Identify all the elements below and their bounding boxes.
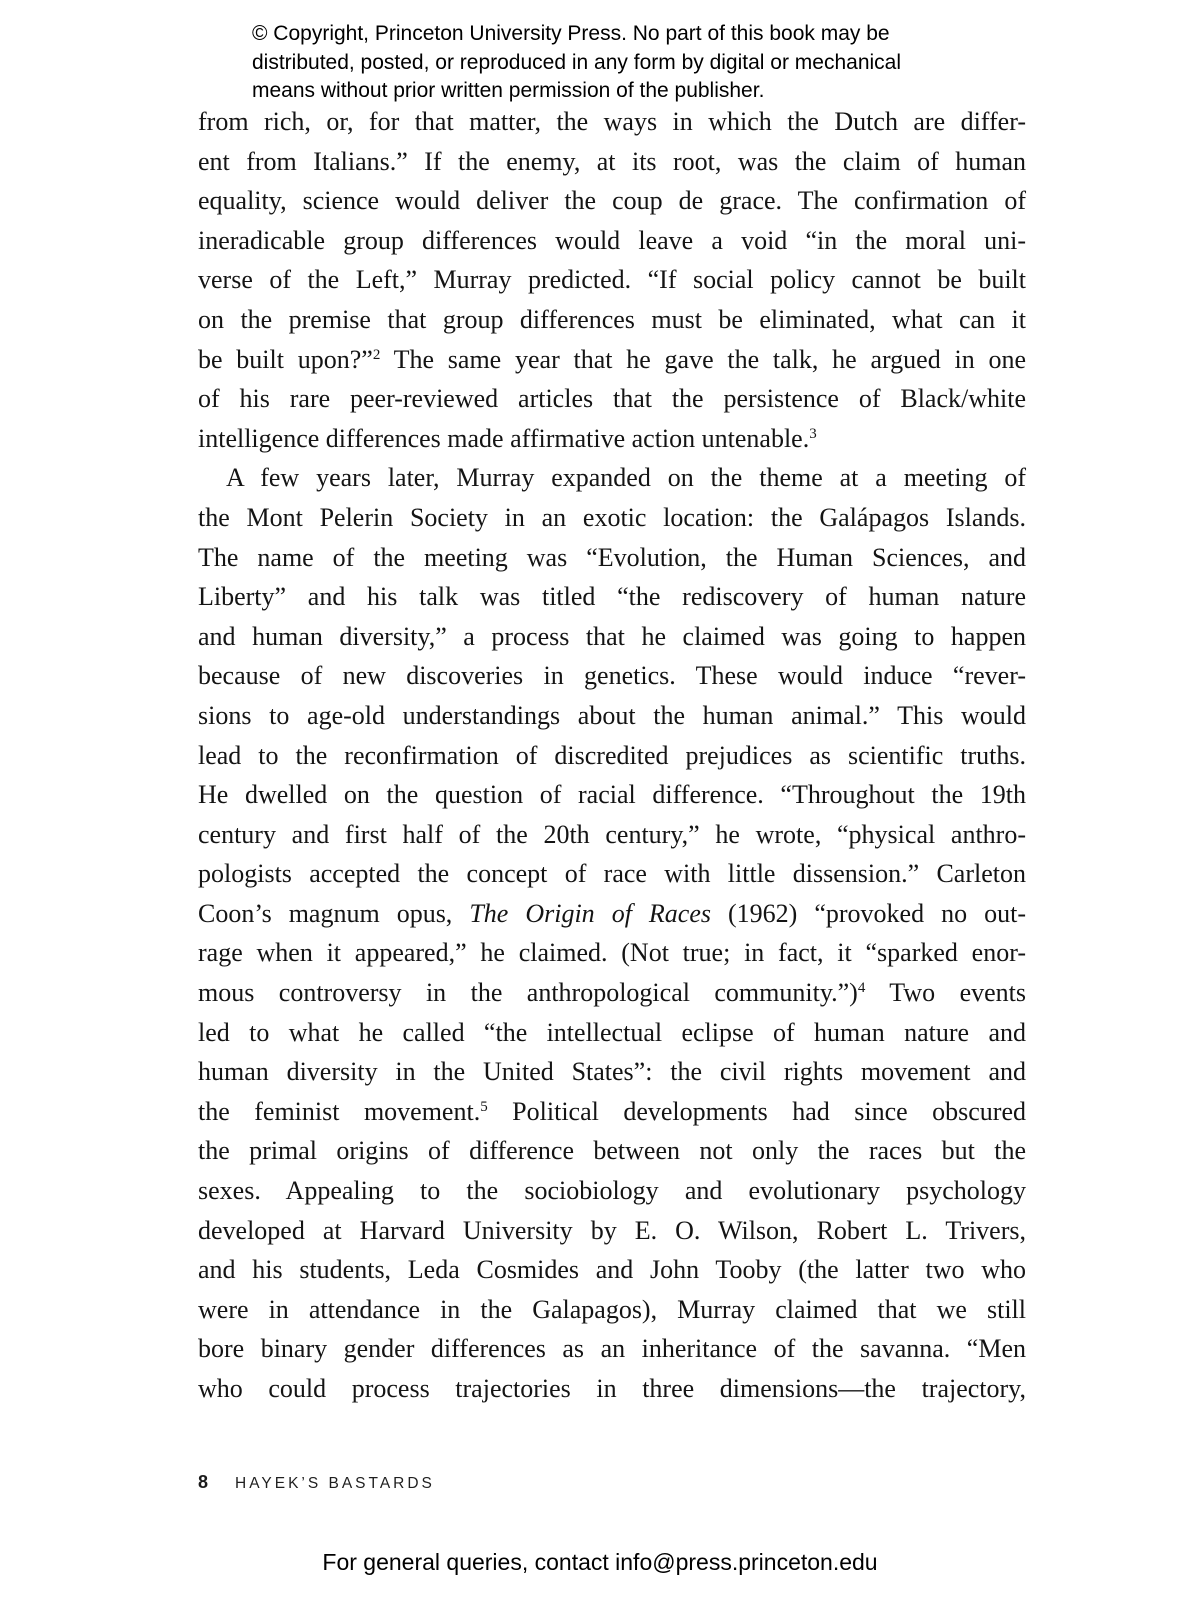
text-segment: (1962) “provoked no out- — [711, 898, 1026, 928]
text-line — [198, 1052, 1026, 1092]
text-segment: because of new discoveries in genetics. These would induce “rever- — [198, 661, 1026, 691]
text-line — [198, 854, 1026, 894]
text-line — [198, 142, 1026, 182]
text-segment: who could process trajectories in three dimensions—the trajectory, — [198, 1374, 1026, 1403]
text-segment: the feminist movement. — [198, 1096, 481, 1126]
text-segment: intelligence differences made affirmative action untenable. — [198, 423, 810, 453]
paragraph — [198, 102, 1026, 458]
text-line — [198, 815, 1026, 855]
text-segment: of his rare peer-reviewed articles that the persistence of Black/white — [198, 384, 1026, 414]
text-segment: and his students, Leda Cosmides and John Tooby (the latter two who — [198, 1255, 1026, 1285]
text-segment: and human diversity,” a process that he claimed was going to happen — [198, 621, 1026, 651]
text-line — [198, 933, 1026, 973]
paragraph — [198, 458, 1026, 1408]
text-segment: mous controversy in the anthropological community.”) — [198, 978, 858, 1008]
text-line — [198, 538, 1026, 578]
text-line — [198, 340, 1026, 380]
text-line — [198, 181, 1026, 221]
text-segment: sions to age-old understandings about the human animal.” This would — [198, 700, 1026, 730]
body-text — [198, 102, 1026, 1409]
text-segment: A few years later, Murray expanded on the theme at a meeting of — [226, 463, 1026, 493]
text-line — [198, 577, 1026, 617]
text-segment: Political developments had since obscured — [487, 1096, 1026, 1126]
copyright-line: means without prior written permission of the publisher. — [252, 79, 765, 103]
page-number: 8 — [198, 1472, 210, 1492]
text-segment: equality, science would deliver the coup de grace. The confirmation of — [198, 186, 1026, 216]
footnote-reference: 4 — [857, 980, 866, 997]
text-segment: on the premise that group differences must be eliminated, what can it — [198, 304, 1026, 334]
text-segment: Two events — [865, 978, 1027, 1008]
text-segment: developed at Harvard University by E. O. Wilson, Robert L. Trivers, — [198, 1215, 1026, 1245]
text-line — [198, 696, 1026, 736]
text-line — [198, 458, 1026, 498]
contact-line: For general queries, contact info@press.princeton.edu — [322, 1549, 878, 1575]
copyright-line: distributed, posted, or reproduced in any form by digital or mechanical — [252, 50, 902, 74]
footnote-reference: 2 — [372, 346, 381, 363]
text-line — [198, 617, 1026, 657]
copyright-line: © Copyright, Princeton University Press. No part of this book may be — [252, 22, 890, 45]
text-segment: the primal origins of difference between not only the races but the — [198, 1136, 1026, 1166]
text-line — [198, 1131, 1026, 1171]
text-line — [198, 1211, 1026, 1251]
text-segment: ent from Italians.” If the enemy, at its root, was the claim of human — [198, 146, 1026, 176]
text-line — [198, 1369, 1026, 1409]
text-segment: the Mont Pelerin Society in an exotic location: the Galápagos Islands. — [198, 502, 1026, 532]
text-segment: verse of the Left,” Murray predicted. “If social policy cannot be built — [198, 265, 1026, 295]
text-line — [198, 419, 1026, 459]
text-line — [198, 1171, 1026, 1211]
text-line — [198, 656, 1026, 696]
text-line — [198, 1329, 1026, 1369]
text-line — [198, 498, 1026, 538]
text-line — [198, 1250, 1026, 1290]
text-line — [198, 1013, 1026, 1053]
text-line — [198, 221, 1026, 261]
copyright-notice — [252, 20, 901, 106]
text-segment: from rich, or, for that matter, the ways in which the Dutch are differ- — [198, 107, 1026, 136]
text-segment: pologists accepted the concept of race with little dissension.” Carleton — [198, 859, 1026, 889]
footnote-reference: 3 — [809, 425, 817, 442]
text-segment: Coon’s magnum opus, — [198, 898, 470, 928]
text-segment: bore binary gender differences as an inheritance of the savanna. “Men — [198, 1334, 1026, 1364]
text-segment: The same year that he gave the talk, he argued in one — [380, 344, 1027, 374]
text-line — [198, 973, 1026, 1013]
text-segment: human diversity in the United States”: the civil rights movement and — [198, 1057, 1026, 1087]
text-segment: sexes. Appealing to the sociobiology and evolutionary psychology — [198, 1176, 1026, 1206]
running-title: HAYEK’S BASTARDS — [235, 1475, 435, 1492]
text-segment: were in attendance in the Galapagos), Murray claimed that we still — [198, 1294, 1026, 1324]
text-line — [198, 775, 1026, 815]
running-footer — [198, 1472, 435, 1493]
book-title-italic: The Origin of Races — [469, 898, 712, 928]
text-segment: led to what he called “the intellectual eclipse of human nature and — [198, 1017, 1026, 1047]
text-segment: He dwelled on the question of racial difference. “Throughout the 19th — [198, 780, 1026, 810]
footnote-reference: 5 — [480, 1098, 488, 1115]
text-segment: century and first half of the 20th century,” he wrote, “physical anthro- — [198, 819, 1026, 849]
text-line — [198, 102, 1026, 142]
text-segment: lead to the reconfirmation of discredited prejudices as scientific truths. — [198, 740, 1026, 770]
text-line — [198, 300, 1026, 340]
text-segment: The name of the meeting was “Evolution, the Human Sciences, and — [198, 542, 1026, 572]
text-line — [198, 260, 1026, 300]
text-segment: Liberty” and his talk was titled “the rediscovery of human nature — [198, 582, 1026, 612]
text-segment: ineradicable group differences would leave a void “in the moral uni- — [198, 225, 1026, 255]
text-segment: be built upon?” — [198, 344, 373, 374]
text-line — [198, 1092, 1026, 1132]
text-line — [198, 1290, 1026, 1330]
text-line — [198, 894, 1026, 934]
text-segment: rage when it appeared,” he claimed. (Not true; in fact, it “sparked enor- — [198, 938, 1026, 968]
text-line — [198, 736, 1026, 776]
text-line — [198, 379, 1026, 419]
